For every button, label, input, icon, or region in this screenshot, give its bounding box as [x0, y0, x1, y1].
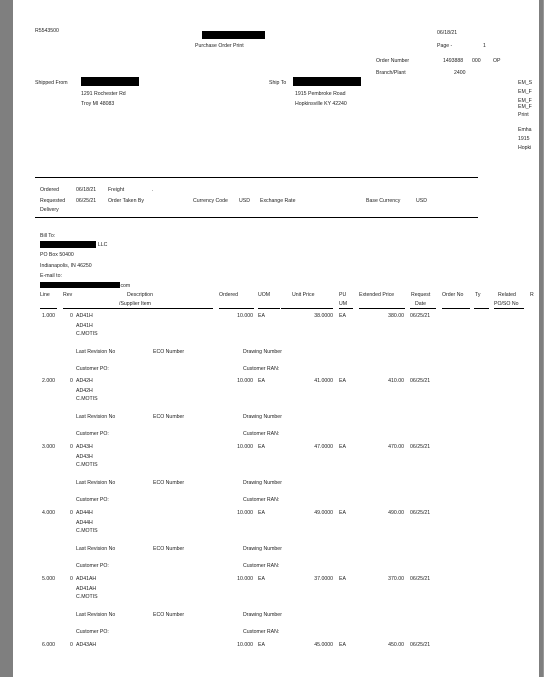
divider-line [35, 177, 478, 178]
ordered-quantity: 10.000 [237, 576, 253, 582]
item-description-2: C.MOTIS [76, 594, 98, 600]
col-unit-price: Unit Price [292, 292, 315, 298]
request-date: 06/25/21 [410, 313, 431, 319]
freight-label: Freight [108, 187, 125, 193]
freight-value: . [152, 187, 154, 193]
page-number: 1 [483, 43, 486, 49]
header-underline [40, 308, 57, 309]
ship-to-address-1: 1915 Pembroke Road [295, 91, 346, 97]
col-order-no: Order No [442, 292, 464, 298]
col-rev: Rev [63, 292, 73, 298]
item-description-2: C.MOTIS [76, 462, 98, 468]
col-description: Description [127, 292, 153, 298]
bill-to-name-suffix: : LLC [95, 242, 108, 248]
pricing-uom: EA [339, 642, 346, 648]
customer-ran-label: Customer RAN: [243, 366, 280, 372]
requested-date: 06/25/21 [76, 198, 97, 204]
request-date: 06/25/21 [410, 642, 431, 648]
request-date: 06/25/21 [410, 444, 431, 450]
drawing-number-label: Drawing Number [243, 546, 282, 552]
bill-to-address-2: Indianapolis, IN 46250 [40, 263, 92, 269]
right-edge-text-8: Hopki [518, 145, 532, 151]
page-label: Page - [437, 43, 453, 49]
right-edge-text-2: EM_F [518, 89, 532, 95]
redacted-bill-to-name [40, 241, 96, 248]
last-revision-label: Last Revision No [76, 612, 116, 618]
col-po-so-no: PO/SO No [494, 301, 519, 307]
redacted-ship-to-name [293, 77, 361, 86]
unit-of-measure: EA [258, 378, 265, 384]
report-id: R5543500 [35, 28, 59, 34]
col-r: R [530, 292, 534, 298]
line-number: 3.000 [42, 444, 55, 450]
item-description: AD41H [76, 323, 93, 329]
eco-number-label: ECO Number [153, 349, 185, 355]
item-number: AD42H [76, 378, 93, 384]
right-edge-text-1: EM_S [518, 80, 533, 86]
col-extended-price: Extended Price [359, 292, 395, 298]
unit-price: 37.0000 [314, 576, 333, 582]
unit-of-measure: EA [258, 444, 265, 450]
extended-price: 370.00 [388, 576, 404, 582]
unit-price: 38.0000 [314, 313, 333, 319]
document-title: Purchase Order Print [195, 43, 244, 49]
header-underline [63, 308, 213, 309]
customer-po-label: Customer PO: [76, 497, 109, 503]
header-underline [359, 308, 405, 309]
ordered-quantity: 10.000 [237, 313, 253, 319]
revision: 0 [70, 576, 73, 582]
customer-ran-label: Customer RAN: [243, 497, 280, 503]
col-ty: Ty [475, 292, 481, 298]
ordered-date: 06/18/21 [76, 187, 97, 193]
header-underline [339, 308, 353, 309]
header-underline [281, 308, 333, 309]
pricing-uom: EA [339, 444, 346, 450]
base-currency: USD [416, 198, 427, 204]
exchange-rate-label: Exchange Rate [260, 198, 296, 204]
last-revision-label: Last Revision No [76, 480, 116, 486]
item-description: AD44H [76, 520, 93, 526]
customer-po-label: Customer PO: [76, 629, 109, 635]
drawing-number-label: Drawing Number [243, 612, 282, 618]
item-number: AD41AH [76, 576, 97, 582]
extended-price: 380.00 [388, 313, 404, 319]
col-um: UM [339, 301, 348, 307]
revision: 0 [70, 378, 73, 384]
pricing-uom: EA [339, 378, 346, 384]
eco-number-label: ECO Number [153, 480, 185, 486]
last-revision-label: Last Revision No [76, 414, 116, 420]
header-underline [258, 308, 280, 309]
scrollbar[interactable] [543, 0, 552, 677]
email-label: E-mail to: [40, 273, 62, 279]
request-date: 06/25/21 [410, 378, 431, 384]
line-number: 4.000 [42, 510, 55, 516]
request-date: 06/25/21 [410, 510, 431, 516]
customer-po-label: Customer PO: [76, 366, 109, 372]
document-page [13, 0, 539, 677]
ordered-label: Ordered [40, 187, 60, 193]
currency-code-label: Currency Code [193, 198, 228, 204]
request-date: 06/25/21 [410, 576, 431, 582]
col-pu: PU [339, 292, 347, 298]
branch-label: Branch/Plant [376, 70, 406, 76]
line-number: 5.000 [42, 576, 55, 582]
pricing-uom: EA [339, 510, 346, 516]
last-revision-label: Last Revision No [76, 349, 116, 355]
header-underline [494, 308, 524, 309]
redacted-email [40, 282, 120, 288]
right-edge-text-3: EM_F [518, 98, 532, 104]
item-description: AD41AH [76, 586, 97, 592]
revision: 0 [70, 642, 73, 648]
right-edge-text-6: Emha [518, 127, 532, 133]
header-underline [219, 308, 254, 309]
unit-of-measure: EA [258, 642, 265, 648]
item-number: AD44H [76, 510, 93, 516]
shipped-from-address-1: 1291 Rochester Rd [81, 91, 126, 97]
item-description: AD43H [76, 454, 93, 460]
customer-ran-label: Customer RAN: [243, 629, 280, 635]
unit-of-measure: EA [258, 576, 265, 582]
item-description-2: C.MOTIS [76, 528, 98, 534]
order-taken-by-label: Order Taken By [108, 198, 144, 204]
base-currency-label: Base Currency [366, 198, 401, 204]
order-company: 000 [472, 58, 481, 64]
print-date: 06/18/21 [437, 30, 458, 36]
ship-to-label: Ship To [269, 80, 287, 86]
col-uom: UOM [258, 292, 271, 298]
order-type: OP [493, 58, 501, 64]
ordered-quantity: 10.000 [237, 510, 253, 516]
extended-price: 490.00 [388, 510, 404, 516]
last-revision-label: Last Revision No [76, 546, 116, 552]
redacted-supplier-name [81, 77, 139, 86]
branch-plant: 2400 [454, 70, 466, 76]
col-ordered: Ordered [219, 292, 239, 298]
item-number: AD41H [76, 313, 93, 319]
bill-to-label: Bill To: [40, 233, 56, 239]
drawing-number-label: Drawing Number [243, 414, 282, 420]
delivery-label: Delivery [40, 207, 59, 213]
header-underline [442, 308, 470, 309]
revision: 0 [70, 313, 73, 319]
line-number: 6.000 [42, 642, 55, 648]
pricing-uom: EA [339, 576, 346, 582]
unit-price: 47.0000 [314, 444, 333, 450]
unit-of-measure: EA [258, 510, 265, 516]
eco-number-label: ECO Number [153, 414, 185, 420]
right-edge-text-5: Print [518, 112, 529, 118]
shipped-from-address-2: Troy MI 48083 [81, 101, 115, 107]
item-number: AD43AH [76, 642, 97, 648]
extended-price: 410.00 [388, 378, 404, 384]
customer-ran-label: Customer RAN: [243, 431, 280, 437]
currency-code: USD [239, 198, 250, 204]
ordered-quantity: 10.000 [237, 642, 253, 648]
revision: 0 [70, 510, 73, 516]
col-supplier-item: /Supplier Item [119, 301, 152, 307]
line-number: 1.000 [42, 313, 55, 319]
order-number-label: Order Number [376, 58, 410, 64]
extended-price: 450.00 [388, 642, 404, 648]
unit-price: 49.0000 [314, 510, 333, 516]
drawing-number-label: Drawing Number [243, 349, 282, 355]
redacted-company-name [202, 31, 265, 39]
email-suffix: .com [119, 283, 131, 289]
requested-label: Requested [40, 198, 66, 204]
item-description-2: C.MOTIS [76, 396, 98, 402]
item-number: AD43H [76, 444, 93, 450]
customer-po-label: Customer PO: [76, 431, 109, 437]
customer-po-label: Customer PO: [76, 563, 109, 569]
extended-price: 470.00 [388, 444, 404, 450]
right-edge-text-7: 1915 [518, 136, 530, 142]
divider-line [35, 217, 478, 218]
header-underline [474, 308, 489, 309]
eco-number-label: ECO Number [153, 546, 185, 552]
ordered-quantity: 10.000 [237, 444, 253, 450]
drawing-number-label: Drawing Number [243, 480, 282, 486]
item-description-2: C.MOTIS [76, 331, 98, 337]
shipped-from-label: Shipped From [35, 80, 68, 86]
customer-ran-label: Customer RAN: [243, 563, 280, 569]
unit-price: 41.0000 [314, 378, 333, 384]
unit-of-measure: EA [258, 313, 265, 319]
ordered-quantity: 10.000 [237, 378, 253, 384]
col-date: Date [415, 301, 426, 307]
unit-price: 45.0000 [314, 642, 333, 648]
right-edge-text-4: EM_F [518, 104, 532, 110]
eco-number-label: ECO Number [153, 612, 185, 618]
col-related: Related [498, 292, 516, 298]
header-underline [410, 308, 436, 309]
col-line: Line [40, 292, 50, 298]
bill-to-address-1: PO Box 50400 [40, 252, 74, 258]
line-number: 2.000 [42, 378, 55, 384]
order-number: 1493888 [443, 58, 464, 64]
col-request: Request [411, 292, 431, 298]
revision: 0 [70, 444, 73, 450]
item-description: AD42H [76, 388, 93, 394]
ship-to-address-2: Hopkinsville KY 42240 [295, 101, 347, 107]
pricing-uom: EA [339, 313, 346, 319]
